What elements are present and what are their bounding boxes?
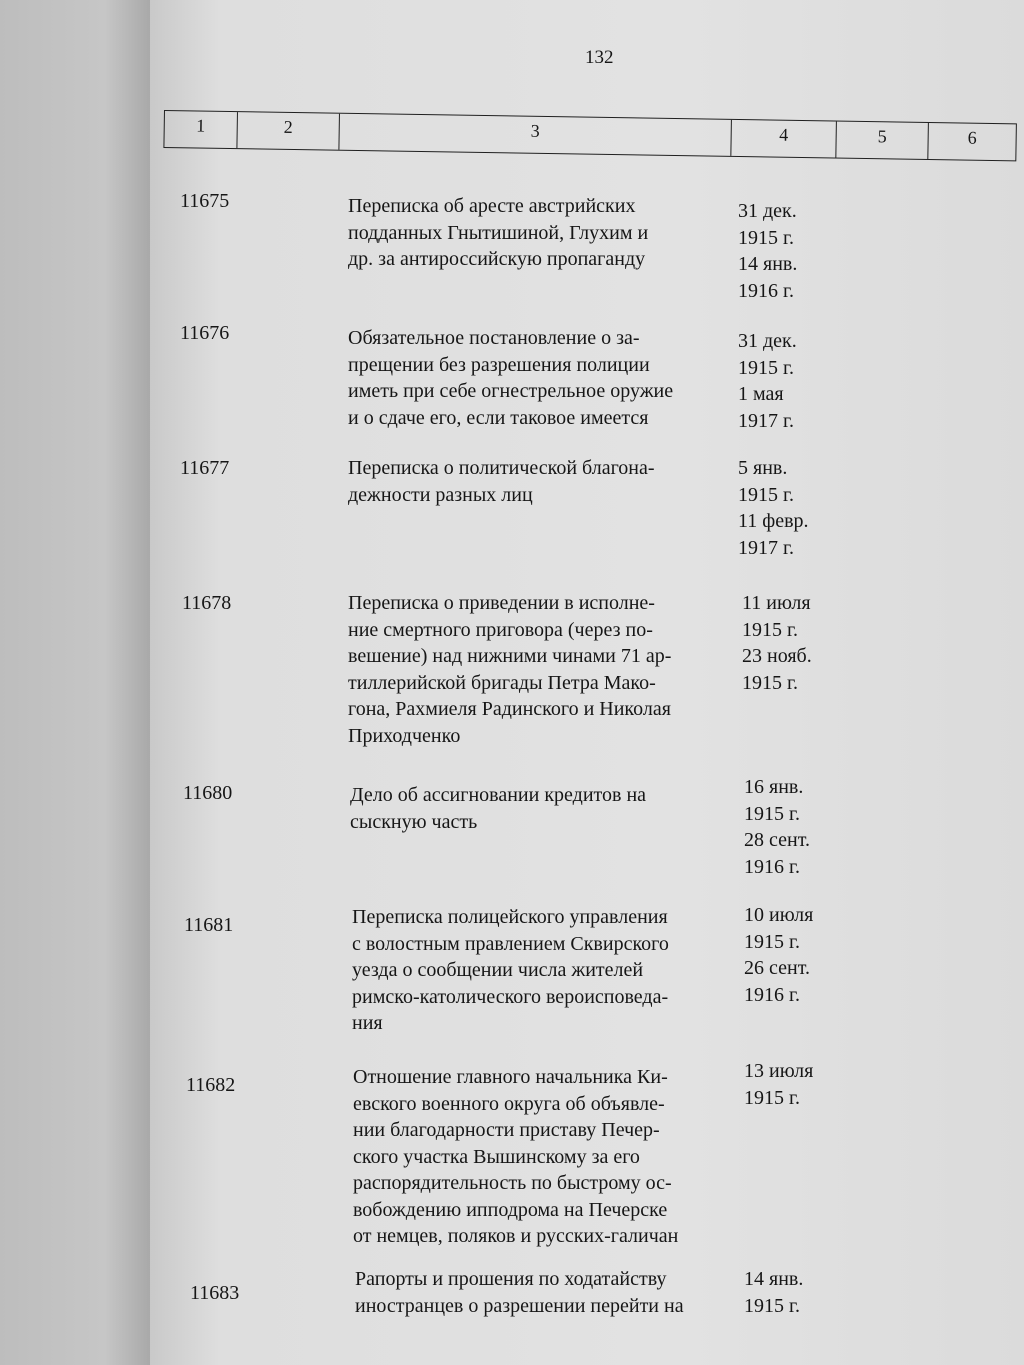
description-line: вобождению ипподрома на Печерске xyxy=(353,1198,668,1221)
file-description xyxy=(348,193,728,273)
description-line: и о сдаче его, если таковое имеется xyxy=(348,406,649,429)
file-number: 11675 xyxy=(180,190,230,212)
file-description xyxy=(355,1266,735,1319)
description-line: Переписка о политической благона- xyxy=(348,457,655,479)
description-line: ние смертного приговора (через по- xyxy=(348,618,653,641)
column-header-2: 2 xyxy=(236,112,339,150)
date-line: 1915 г. xyxy=(738,356,794,379)
description-line: Приходченко xyxy=(348,724,461,747)
date-line: 31 дек. xyxy=(738,330,797,352)
description-line: сыскную часть xyxy=(350,810,478,833)
file-dates xyxy=(742,590,842,696)
date-line: 13 июля xyxy=(744,1060,814,1082)
description-line: распорядительность по быстрому ос- xyxy=(353,1172,672,1194)
date-line: 1915 г. xyxy=(744,802,800,825)
file-dates xyxy=(738,328,838,434)
file-dates xyxy=(738,455,838,561)
file-description xyxy=(353,1064,733,1250)
file-dates xyxy=(744,1058,844,1111)
description-line: от немцев, поляков и русских-галичан xyxy=(353,1225,679,1247)
description-line: Переписка об аресте австрийских xyxy=(348,195,636,217)
file-dates xyxy=(744,1266,844,1319)
file-dates xyxy=(738,198,838,304)
file-number: 11680 xyxy=(183,782,233,804)
file-number: 11683 xyxy=(190,1282,240,1304)
file-description xyxy=(350,782,730,835)
page-number: 132 xyxy=(585,47,614,68)
file-dates xyxy=(744,902,844,1008)
description-line: Переписка о приведении в исполне- xyxy=(348,592,655,614)
description-line: уезда о сообщении числа жителей xyxy=(352,959,644,981)
file-number: 11678 xyxy=(182,592,232,614)
description-line: Рапорты и прошения по ходатайству xyxy=(355,1268,667,1290)
file-description xyxy=(348,325,728,431)
description-line: римско-католического вероисповеда- xyxy=(352,985,669,1008)
date-line: 1915 г. xyxy=(744,1086,800,1109)
date-line: 11 февр. xyxy=(738,510,809,532)
description-line: дежности разных лиц xyxy=(348,483,533,506)
file-number: 11681 xyxy=(184,914,234,936)
description-line: подданных Гнытишиной, Глухим и xyxy=(348,221,649,244)
description-line: нии благодарности приставу Печер- xyxy=(353,1119,660,1141)
column-header-5: 5 xyxy=(835,122,928,159)
file-number: 11676 xyxy=(180,322,230,344)
facing-page xyxy=(0,0,150,1365)
description-line: иностранцев о разрешении перейти на xyxy=(355,1294,684,1317)
document-page xyxy=(150,0,1024,1365)
date-line: 1916 г. xyxy=(744,983,800,1006)
description-line: ния xyxy=(352,1012,383,1034)
file-number: 11682 xyxy=(186,1074,236,1096)
description-line: Отношение главного начальника Ки- xyxy=(353,1066,668,1088)
description-line: др. за антироссийскую пропаганду xyxy=(348,248,646,270)
column-header-6: 6 xyxy=(927,123,1016,160)
description-line: прещении без разрешения полиции xyxy=(348,353,650,376)
description-line: евского военного округа об объявле- xyxy=(353,1092,665,1115)
date-line: 1915 г. xyxy=(742,618,798,641)
file-description xyxy=(348,590,728,749)
date-line: 11 июля xyxy=(742,592,811,614)
date-line: 10 июля xyxy=(744,904,814,926)
date-line: 1916 г. xyxy=(738,279,794,302)
date-line: 28 сент. xyxy=(744,829,810,851)
description-line: иметь при себе огнестрельное оружие xyxy=(348,380,674,402)
description-line: Дело об ассигновании кредитов на xyxy=(350,784,647,806)
date-line: 14 янв. xyxy=(738,253,798,275)
column-header-1: 1 xyxy=(196,115,206,136)
date-line: 31 дек. xyxy=(738,200,797,222)
date-line: 1915 г. xyxy=(744,930,800,953)
file-description xyxy=(352,904,732,1037)
date-line: 1915 г. xyxy=(738,483,794,506)
description-line: Переписка полицейского управления xyxy=(352,906,668,928)
column-header-4: 4 xyxy=(730,120,836,158)
date-line: 5 янв. xyxy=(738,457,788,479)
date-line: 1915 г. xyxy=(742,671,798,694)
date-line: 1917 г. xyxy=(738,409,794,432)
date-line: 23 нояб. xyxy=(742,645,812,667)
description-line: гона, Рахмиеля Радинского и Николая xyxy=(348,698,671,720)
date-line: 1915 г. xyxy=(738,226,794,249)
description-line: ского участка Вышинскому за его xyxy=(353,1145,640,1168)
date-line: 14 янв. xyxy=(744,1268,804,1290)
file-description xyxy=(348,455,728,508)
column-header-table xyxy=(163,110,1016,161)
file-number: 11677 xyxy=(180,457,230,479)
date-line: 16 янв. xyxy=(744,776,804,798)
file-dates xyxy=(744,774,844,880)
column-header-3: 3 xyxy=(338,114,731,156)
date-line: 26 сент. xyxy=(744,957,810,979)
description-line: с волостным правлением Сквирского xyxy=(352,932,669,955)
description-line: Обязательное постановление о за- xyxy=(348,327,640,349)
description-line: вешение) над нижними чинами 71 ар- xyxy=(348,645,672,667)
date-line: 1916 г. xyxy=(744,855,800,878)
description-line: тиллерийской бригады Петра Мако- xyxy=(348,671,656,694)
date-line: 1 мая xyxy=(738,383,784,405)
date-line: 1915 г. xyxy=(744,1294,800,1317)
date-line: 1917 г. xyxy=(738,536,794,559)
